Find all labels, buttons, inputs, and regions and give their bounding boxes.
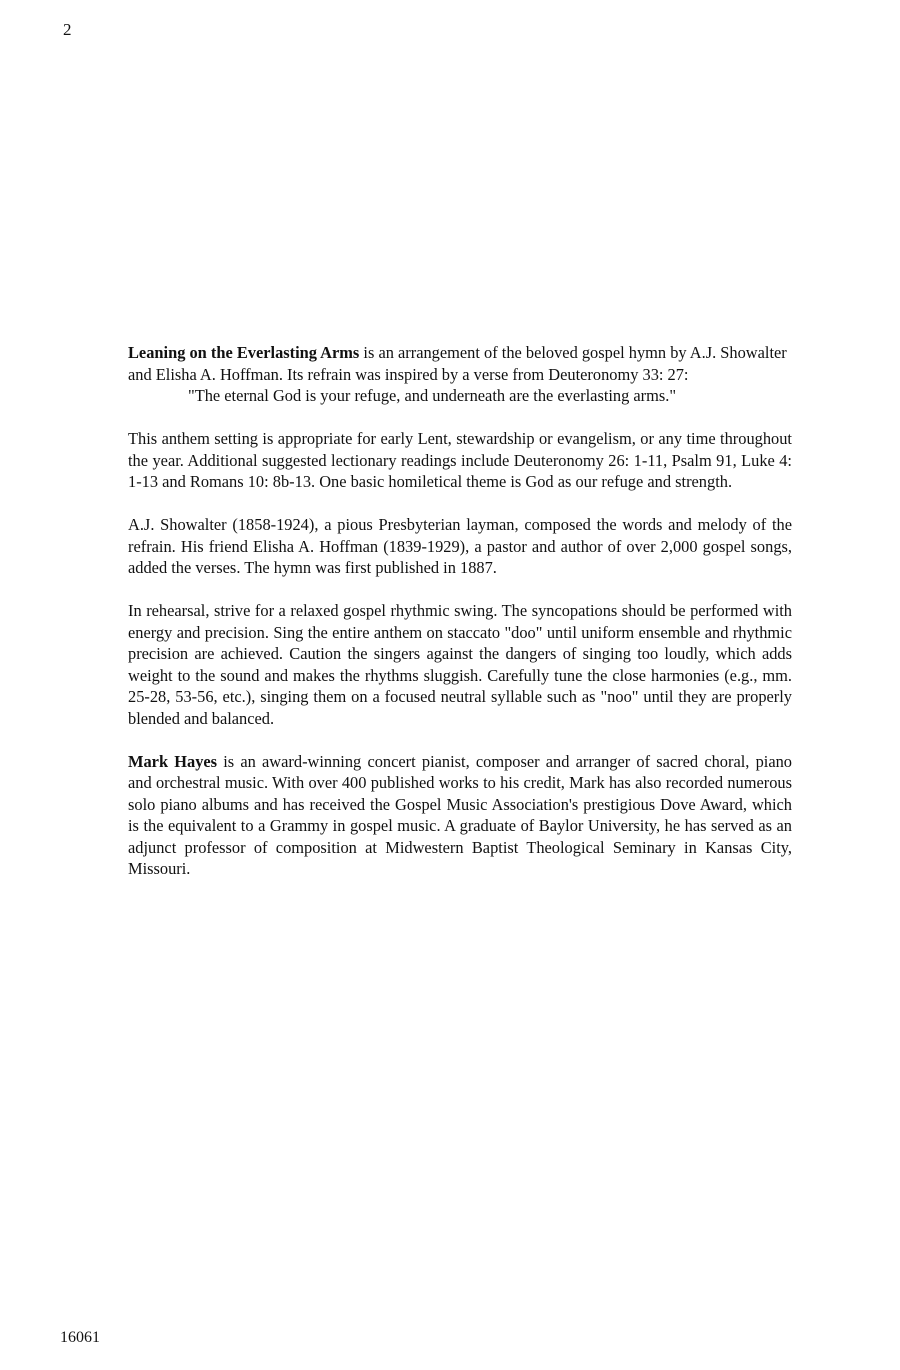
page-number: 2: [63, 20, 72, 39]
usage-paragraph: This anthem setting is appropriate for early Lent, stewardship or evangelism, or any time throughout the year. Additional suggested lectionary readings include Deuteronomy 26: 1-11, Psalm 91, Luke 4: 1-13 and Romans 10: 8b-13. One basic homiletical theme is God as our refuge and strength.: [128, 429, 792, 491]
history-paragraph: A.J. Showalter (1858-1924), a pious Presbyterian layman, composed the words and melody of the refrain. His friend Elisha A. Hoffman (1839-1929), a pastor and author of over 2,000 gospel songs, added the verses. The hymn was first published in 1887.: [128, 515, 792, 577]
composer-name: Mark Hayes: [128, 751, 218, 771]
anthem-title: Leaning on the Everlasting Arms: [128, 343, 360, 362]
intro-paragraph: [128, 342, 792, 407]
catalog-number: 16061: [60, 1329, 100, 1346]
bio-text: is an award-winning concert pianist, composer and arranger of sacred choral, piano and orchestral music. With over 400 published works to his credit, Mark has also recorded numerous solo piano albums and has received the Gospel Music Association's prestigious Dove Award, which is the equivalent to a Grammy in gospel music. A graduate of Baylor University, he has served as an adjunct professor of composition at Midwestern Baptist Theological Seminary in Kansas City, Missouri.: [128, 751, 792, 878]
scripture-quote: "The eternal God is your refuge, and underneath are the everlasting arms.": [188, 386, 677, 405]
notes-content: [128, 342, 792, 901]
intro-text: is an arrangement of the beloved gospel hymn by A.J. Showalter and Elisha A. Hoffman. Its refrain was inspired by a verse from Deuteronomy 33: 27:: [128, 343, 787, 384]
bio-paragraph: [128, 751, 792, 880]
rehearsal-paragraph: In rehearsal, strive for a relaxed gospel rhythmic swing. The syncopations should be performed with energy and precision. Sing the entire anthem on staccato "doo" until uniform ensemble and rhythmic precision are achieved. Caution the singers against the dangers of singing too loudly, which adds weight to the sound and makes the rhythms sluggish. Carefully tune the close harmonies (e.g., mm. 25-28, 53-56, etc.), singing them on a focused neutral syllable such as "noo" until they are properly blended and balanced.: [128, 601, 792, 728]
